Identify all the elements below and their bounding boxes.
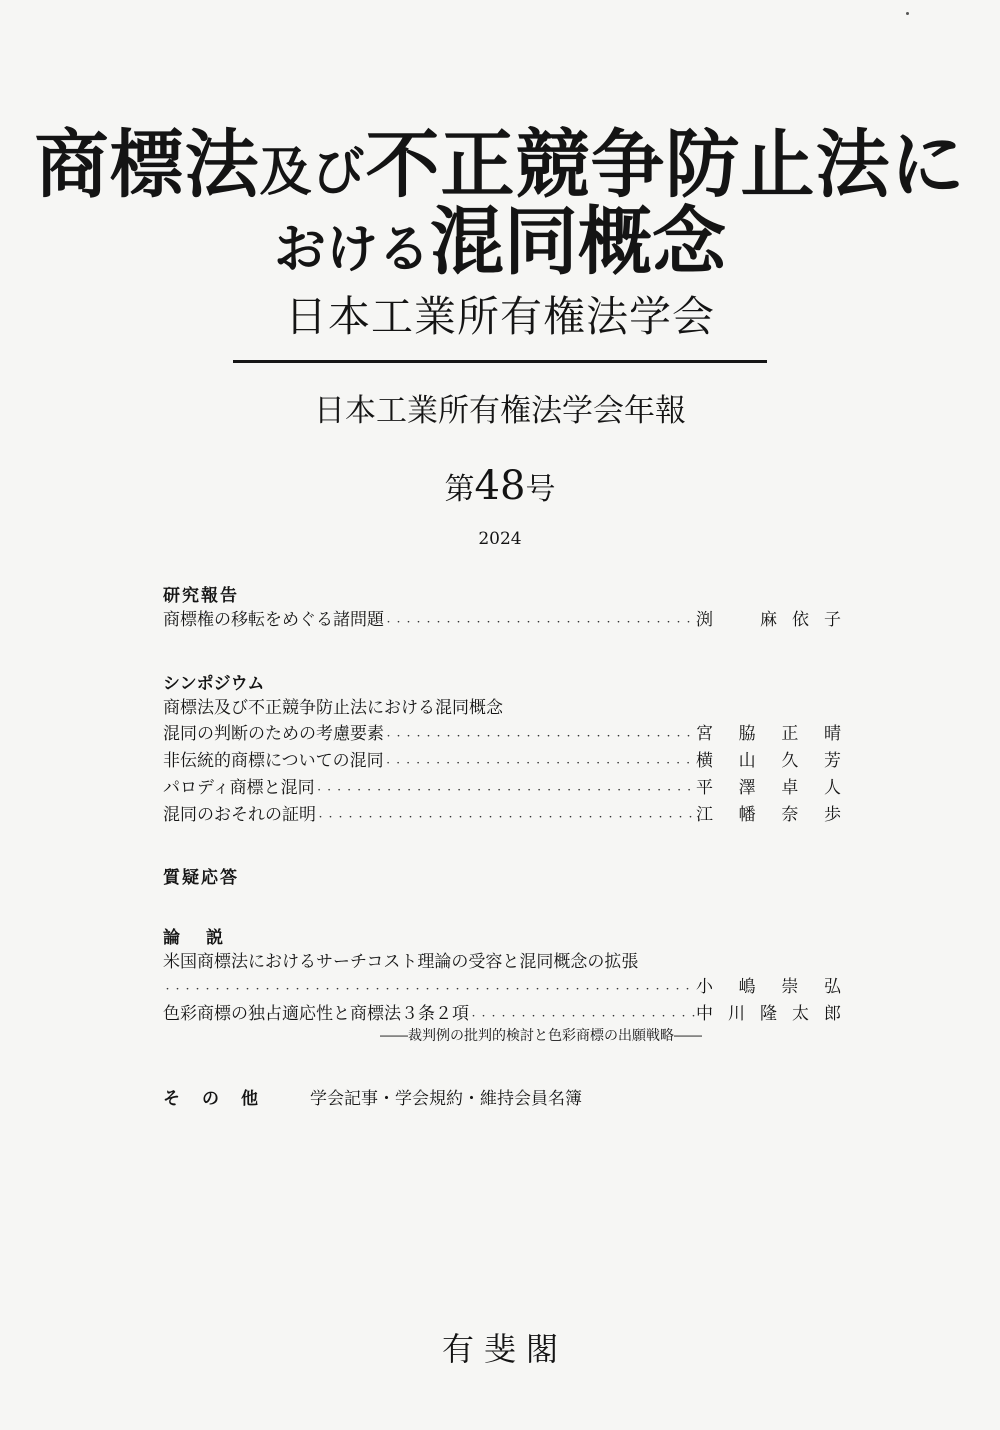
volume-number: [0, 463, 1000, 509]
leader-dots: [315, 778, 696, 801]
toc-entry-subtitle: ――裁判例の批判的検討と色彩商標の出願戦略――: [380, 1028, 702, 1044]
toc-heading-symposium: シンポジウム: [163, 674, 265, 694]
toc-entry: [163, 805, 841, 825]
toc-heading-research: 研究報告: [163, 586, 239, 606]
toc-entry-title: パロディ商標と混同: [163, 778, 315, 798]
leader-dots: [384, 610, 696, 633]
leader-dots: [163, 977, 696, 1000]
toc-entry-title: 混同の判断のための考慮要素: [163, 724, 384, 744]
toc-entry-title: 非伝統的商標についての混同: [163, 751, 384, 771]
toc-entry: [163, 778, 841, 798]
speck-mark: [906, 12, 909, 15]
title-part-small: おける: [273, 219, 430, 280]
volume-prefix: 第: [444, 472, 475, 507]
toc-heading-articles: 論説: [163, 928, 249, 948]
volume-suffix: 号: [525, 472, 556, 507]
toc-entry-title-long: 米国商標法におけるサーチコスト理論の受容と混同概念の拡張: [163, 952, 639, 972]
toc-entry-author: 平澤卓人: [696, 778, 841, 798]
toc-entry: [163, 610, 841, 630]
book-title-line-1: [0, 122, 1000, 208]
toc-entry-author: 宮脇正晴: [696, 724, 841, 744]
series-name: 日本工業所有権法学会年報: [314, 393, 686, 429]
leader-dots: [384, 751, 696, 774]
toc-entry-author: 渕 麻依子: [696, 610, 841, 630]
toc-entry-author: 小嶋崇弘: [696, 977, 841, 997]
toc-entry-title: 商標権の移転をめぐる諸問題: [163, 610, 384, 630]
publisher-name: 有斐閣: [441, 1330, 568, 1368]
title-part: 不正競争防止法に: [365, 122, 966, 208]
symposium-theme: 商標法及び不正競争防止法における混同概念: [163, 698, 503, 718]
toc-entry-title: 色彩商標の独占適応性と商標法３条２項: [163, 1004, 469, 1024]
toc-entry: [163, 751, 841, 771]
toc-entry: [163, 977, 841, 997]
toc-entry-author: 横山久芳: [696, 751, 841, 771]
leader-dots: [316, 805, 696, 828]
toc-entry-author: 中川隆太郎: [696, 1004, 841, 1024]
society-name: 日本工業所有権法学会: [284, 292, 715, 341]
toc-heading-qa: 質疑応答: [163, 868, 239, 888]
leader-dots: [384, 724, 696, 747]
title-part-small: 及び: [259, 142, 366, 203]
toc-other-text: 学会記事・学会規約・維持会員名簿: [310, 1089, 582, 1109]
toc-entry: [163, 1004, 841, 1024]
title-part: 混同概念: [430, 199, 726, 285]
divider-rule: [233, 360, 767, 363]
book-title-line-2: [0, 199, 1000, 285]
title-part: 商標法: [34, 122, 260, 208]
leader-dots: [469, 1004, 696, 1027]
publication-year: 2024: [478, 529, 522, 549]
toc-entry-title: 混同のおそれの証明: [163, 805, 316, 825]
toc-entry: [163, 724, 841, 744]
volume-digits: 48: [474, 463, 526, 509]
toc-entry-author: 江幡奈歩: [696, 805, 841, 825]
toc-heading-other: その他: [163, 1089, 280, 1109]
